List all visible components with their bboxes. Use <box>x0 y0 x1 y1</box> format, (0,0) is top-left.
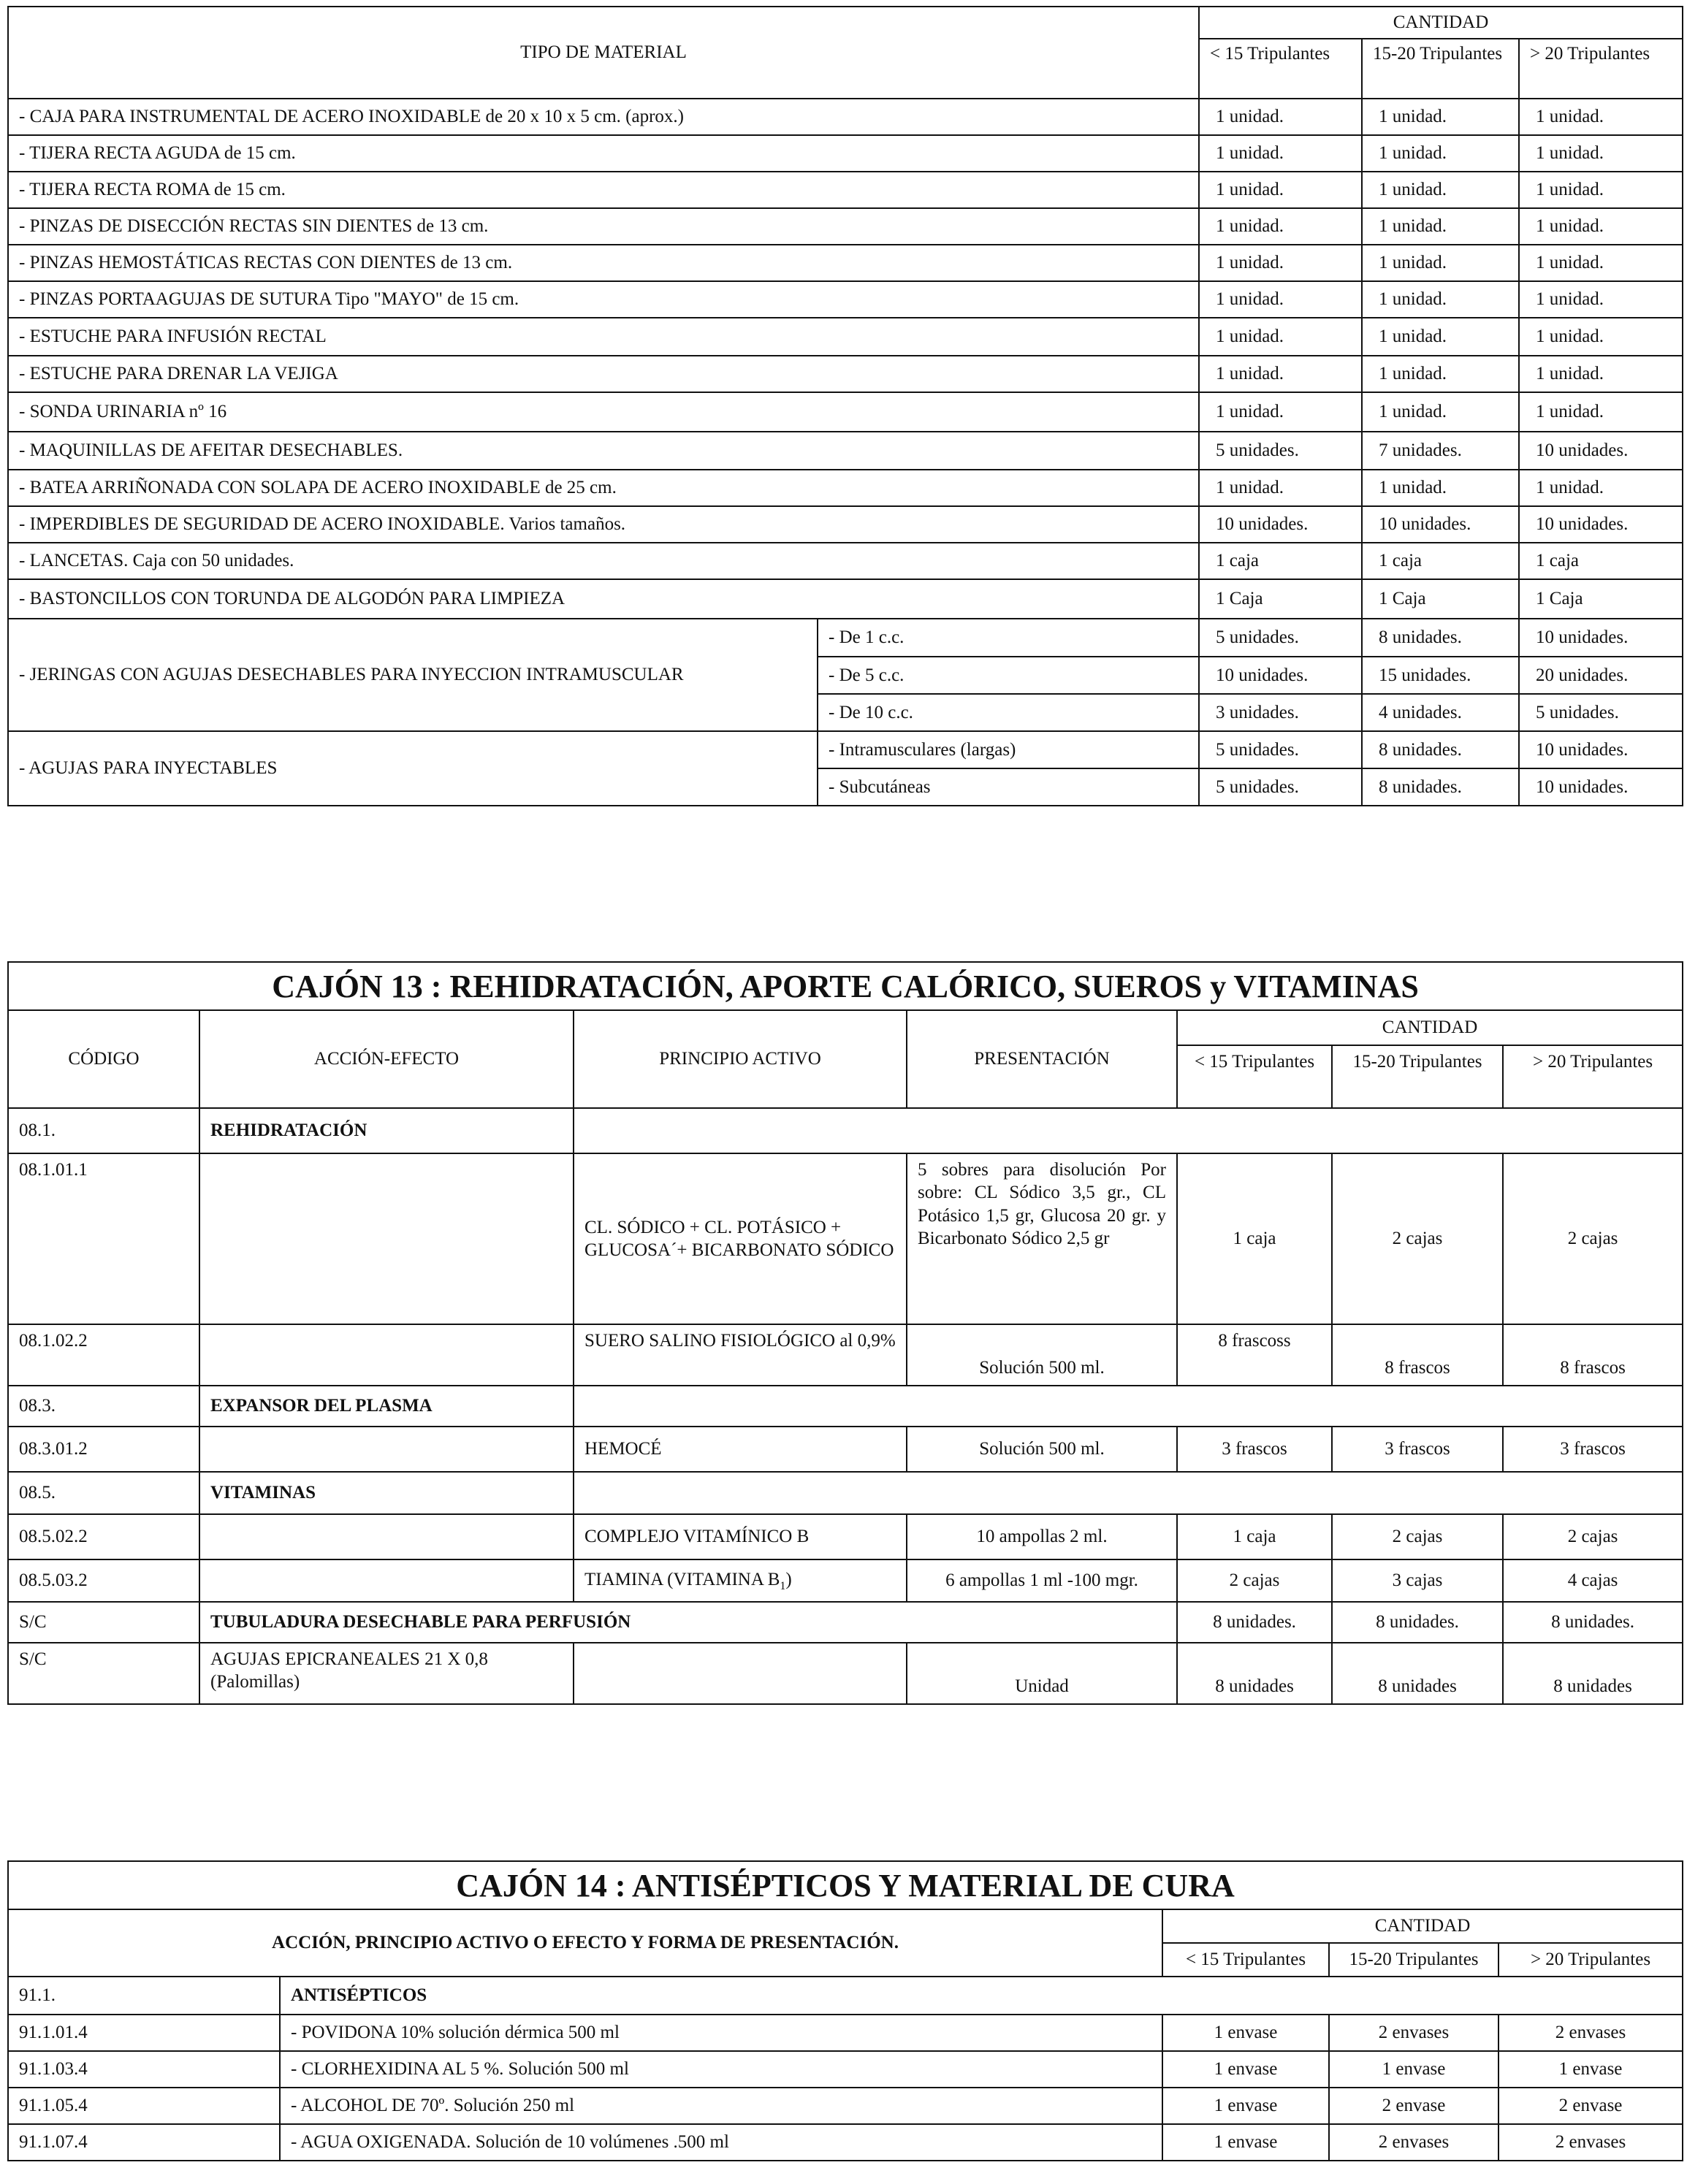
qty-cell: 4 unidades. <box>1362 694 1519 731</box>
qty-cell: 10 unidades. <box>1519 506 1683 543</box>
table-row <box>8 543 1683 579</box>
qty-cell: 1 unidad. <box>1199 99 1362 135</box>
table-row <box>8 2051 1683 2088</box>
material-item: - ESTUCHE PARA DRENAR LA VEJIGA <box>8 356 1199 392</box>
qty-cell: 8 frascos <box>1503 1324 1683 1386</box>
qty-cell: 15 unidades. <box>1362 657 1519 694</box>
qty-cell: 1 unidad. <box>1362 281 1519 318</box>
table-row <box>8 2124 1683 2161</box>
material-item: - BATEA ARRIÑONADA CON SOLAPA DE ACERO INOXIDABLE de 25 cm. <box>8 470 1199 506</box>
qty-cell: 1 unidad. <box>1362 99 1519 135</box>
cajon-13-table <box>7 961 1683 1705</box>
qty-cell: 1 envase <box>1162 2124 1329 2161</box>
table-row <box>8 135 1683 172</box>
empty-cell <box>199 1153 574 1324</box>
header-cantidad: CANTIDAD <box>1199 7 1683 39</box>
agujas-sub: - Subcutáneas <box>818 768 1199 806</box>
qty-cell: 1 unidad. <box>1362 318 1519 356</box>
qty-cell: 1 unidad. <box>1199 208 1362 245</box>
cajon-14-table <box>7 1860 1683 2161</box>
qty-cell: 8 frascos <box>1332 1324 1503 1386</box>
table-row <box>8 208 1683 245</box>
qty-cell: 3 frascos <box>1177 1427 1332 1472</box>
empty-cell <box>574 1643 907 1704</box>
material-item: - PINZAS HEMOSTÁTICAS RECTAS CON DIENTES de 13 cm. <box>8 245 1199 281</box>
row-code: 91.1.01.4 <box>8 2015 280 2051</box>
qty-cell: 1 unidad. <box>1199 172 1362 208</box>
qty-cell: 8 unidades. <box>1362 768 1519 806</box>
qty-cell: 1 envase <box>1162 2051 1329 2088</box>
accion-efecto: AGUJAS EPICRANEALES 21 X 0,8 (Palomillas) <box>199 1643 574 1704</box>
qty-cell: 1 unidad. <box>1199 356 1362 392</box>
qty-cell: 2 envases <box>1329 2124 1499 2161</box>
principio-activo: COMPLEJO VITAMÍNICO B <box>574 1514 907 1559</box>
qty-cell: 1 unidad. <box>1362 470 1519 506</box>
qty-cell: 1 unidad. <box>1362 135 1519 172</box>
material-item: - TIJERA RECTA AGUDA de 15 cm. <box>8 135 1199 172</box>
material-item: - SONDA URINARIA nº 16 <box>8 392 1199 432</box>
qty-cell: 1 unidad. <box>1519 245 1683 281</box>
principio-subscript: 1 <box>780 1579 786 1592</box>
row-code: 08.5.02.2 <box>8 1514 199 1559</box>
presentacion: 5 sobres para disolución Por sobre: CL Sódico 3,5 gr., CL Potásico 1,5 gr, Glucosa 20 gr. y Bicarbonato Sódico 2,5 gr <box>907 1153 1177 1324</box>
jeringas-sub: - De 1 c.c. <box>818 619 1199 657</box>
qty-cell: 7 unidades. <box>1362 432 1519 470</box>
section-label: VITAMINAS <box>199 1472 574 1514</box>
row-description: - AGUA OXIGENADA. Solución de 10 volúmenes .500 ml <box>280 2124 1162 2161</box>
empty-cell <box>574 1386 1683 1427</box>
table-row <box>8 579 1683 619</box>
qty-cell: 1 unidad. <box>1519 318 1683 356</box>
qty-cell: 10 unidades. <box>1519 619 1683 657</box>
qty-cell: 5 unidades. <box>1199 619 1362 657</box>
qty-cell: 1 unidad. <box>1362 356 1519 392</box>
table-row <box>8 506 1683 543</box>
qty-cell: 5 unidades. <box>1199 768 1362 806</box>
table-row <box>8 432 1683 470</box>
qty-cell: 3 unidades. <box>1199 694 1362 731</box>
row-code: 91.1.05.4 <box>8 2088 280 2124</box>
qty-cell: 2 cajas <box>1503 1153 1683 1324</box>
qty-cell: 1 unidad. <box>1519 135 1683 172</box>
table-row <box>8 318 1683 356</box>
qty-cell: 1 envase <box>1499 2051 1683 2088</box>
qty-cell: 1 unidad. <box>1199 470 1362 506</box>
col-15-20: 15-20 Tripulantes <box>1332 1045 1503 1108</box>
qty-cell: 2 cajas <box>1503 1514 1683 1559</box>
row-code: 08.1.01.1 <box>8 1153 199 1324</box>
table-row <box>8 2015 1683 2051</box>
col-gt20: > 20 Tripulantes <box>1519 39 1683 99</box>
qty-cell: 8 unidades. <box>1332 1602 1503 1643</box>
table-row <box>8 281 1683 318</box>
table-row <box>8 392 1683 432</box>
qty-cell: 1 unidad. <box>1519 356 1683 392</box>
qty-cell: 8 unidades. <box>1362 731 1519 768</box>
qty-cell: 8 unidades. <box>1362 619 1519 657</box>
table-row <box>8 2088 1683 2124</box>
row-code: 08.3.01.2 <box>8 1427 199 1472</box>
qty-cell: 2 envases <box>1329 2015 1499 2051</box>
qty-cell: 8 unidades <box>1503 1643 1683 1704</box>
qty-cell: 1 unidad. <box>1199 245 1362 281</box>
presentacion: Unidad <box>907 1643 1177 1704</box>
material-item: - ESTUCHE PARA INFUSIÓN RECTAL <box>8 318 1199 356</box>
row-description: - ALCOHOL DE 70º. Solución 250 ml <box>280 2088 1162 2124</box>
qty-cell: 1 unidad. <box>1362 172 1519 208</box>
col-15-20: 15-20 Tripulantes <box>1329 1943 1499 1977</box>
material-item: - PINZAS PORTAAGUJAS DE SUTURA Tipo "MAYO" de 15 cm. <box>8 281 1199 318</box>
jeringas-sub: - De 10 c.c. <box>818 694 1199 731</box>
qty-cell: 1 envase <box>1329 2051 1499 2088</box>
qty-cell: 1 Caja <box>1199 579 1362 619</box>
table-row <box>8 99 1683 135</box>
row-code: S/C <box>8 1602 199 1643</box>
principio-activo <box>574 1559 907 1602</box>
presentacion: 10 ampollas 2 ml. <box>907 1514 1177 1559</box>
section-label: REHIDRATACIÓN <box>199 1108 574 1153</box>
jeringas-label: - JERINGAS CON AGUJAS DESECHABLES PARA INYECCION INTRAMUSCULAR <box>8 619 818 731</box>
qty-cell: 1 unidad. <box>1519 281 1683 318</box>
qty-cell: 10 unidades. <box>1519 432 1683 470</box>
material-item: - MAQUINILLAS DE AFEITAR DESECHABLES. <box>8 432 1199 470</box>
section-label: EXPANSOR DEL PLASMA <box>199 1386 574 1427</box>
qty-cell: 1 caja <box>1199 543 1362 579</box>
qty-cell: 1 envase <box>1162 2088 1329 2124</box>
qty-cell: 8 frascoss <box>1177 1324 1332 1386</box>
qty-cell: 10 unidades. <box>1519 731 1683 768</box>
qty-cell: 2 envases <box>1499 2015 1683 2051</box>
qty-cell: 10 unidades. <box>1519 768 1683 806</box>
qty-cell: 1 unidad. <box>1199 392 1362 432</box>
qty-cell: 1 Caja <box>1362 579 1519 619</box>
material-table <box>7 6 1683 806</box>
qty-cell: 1 unidad. <box>1199 318 1362 356</box>
qty-cell: 3 frascos <box>1503 1427 1683 1472</box>
qty-cell: 1 unidad. <box>1199 281 1362 318</box>
header-codigo: CÓDIGO <box>8 1010 199 1108</box>
qty-cell: 1 envase <box>1162 2015 1329 2051</box>
qty-cell: 3 cajas <box>1332 1559 1503 1602</box>
col-gt20: > 20 Tripulantes <box>1499 1943 1683 1977</box>
section-code: 08.5. <box>8 1472 199 1514</box>
empty-cell <box>199 1427 574 1472</box>
qty-cell: 5 unidades. <box>1199 432 1362 470</box>
qty-cell: 2 cajas <box>1332 1153 1503 1324</box>
qty-cell: 8 unidades <box>1177 1643 1332 1704</box>
qty-cell: 1 unidad. <box>1519 99 1683 135</box>
qty-cell: 3 frascos <box>1332 1427 1503 1472</box>
qty-cell: 2 envase <box>1329 2088 1499 2124</box>
header-accion-efecto: ACCIÓN-EFECTO <box>199 1010 574 1108</box>
col-gt20: > 20 Tripulantes <box>1503 1045 1683 1108</box>
empty-cell <box>199 1324 574 1386</box>
qty-cell: 1 caja <box>1519 543 1683 579</box>
qty-cell: 1 Caja <box>1519 579 1683 619</box>
col-lt15: < 15 Tripulantes <box>1199 39 1362 99</box>
qty-cell: 10 unidades. <box>1199 657 1362 694</box>
principio-text: TIAMINA (VITAMINA B <box>584 1569 780 1589</box>
qty-cell: 1 caja <box>1177 1153 1332 1324</box>
col-lt15: < 15 Tripulantes <box>1177 1045 1332 1108</box>
material-item: - BASTONCILLOS CON TORUNDA DE ALGODÓN PARA LIMPIEZA <box>8 579 1199 619</box>
material-item: - CAJA PARA INSTRUMENTAL DE ACERO INOXIDABLE de 20 x 10 x 5 cm. (aprox.) <box>8 99 1199 135</box>
qty-cell: 1 unidad. <box>1362 208 1519 245</box>
qty-cell: 5 unidades. <box>1199 731 1362 768</box>
qty-cell: 8 unidades. <box>1503 1602 1683 1643</box>
material-item: - IMPERDIBLES DE SEGURIDAD DE ACERO INOXIDABLE. Varios tamaños. <box>8 506 1199 543</box>
qty-cell: 2 envases <box>1499 2124 1683 2161</box>
empty-cell <box>199 1559 574 1602</box>
row-code: S/C <box>8 1643 199 1704</box>
principio-activo: HEMOCÉ <box>574 1427 907 1472</box>
qty-cell: 1 unidad. <box>1519 470 1683 506</box>
section-code: 91.1. <box>8 1977 280 2015</box>
header-presentacion: PRESENTACIÓN <box>907 1010 1177 1108</box>
header-cantidad: CANTIDAD <box>1162 1909 1683 1943</box>
cajon-13-title: CAJÓN 13 : REHIDRATACIÓN, APORTE CALÓRICO, SUEROS y VITAMINAS <box>8 962 1683 1010</box>
qty-cell: 5 unidades. <box>1519 694 1683 731</box>
principio-activo: SUERO SALINO FISIOLÓGICO al 0,9% <box>574 1324 907 1386</box>
qty-cell: 1 unidad. <box>1199 135 1362 172</box>
qty-cell: 1 unidad. <box>1519 172 1683 208</box>
qty-cell: 10 unidades. <box>1199 506 1362 543</box>
header-cantidad: CANTIDAD <box>1177 1010 1683 1045</box>
principio-close: ) <box>785 1569 792 1589</box>
jeringas-sub: - De 5 c.c. <box>818 657 1199 694</box>
presentacion: Solución 500 ml. <box>907 1427 1177 1472</box>
material-item: - LANCETAS. Caja con 50 unidades. <box>8 543 1199 579</box>
qty-cell: 8 unidades. <box>1177 1602 1332 1643</box>
row-code: 08.1.02.2 <box>8 1324 199 1386</box>
header-accion: ACCIÓN, PRINCIPIO ACTIVO O EFECTO Y FORMA DE PRESENTACIÓN. <box>8 1909 1162 1977</box>
presentacion: Solución 500 ml. <box>907 1324 1177 1386</box>
qty-cell: 10 unidades. <box>1362 506 1519 543</box>
material-item: - TIJERA RECTA ROMA de 15 cm. <box>8 172 1199 208</box>
row-code: 91.1.07.4 <box>8 2124 280 2161</box>
qty-cell: 1 caja <box>1177 1514 1332 1559</box>
table-row <box>8 470 1683 506</box>
row-description: - CLORHEXIDINA AL 5 %. Solución 500 ml <box>280 2051 1162 2088</box>
row-description: - POVIDONA 10% solución dérmica 500 ml <box>280 2015 1162 2051</box>
qty-cell: 2 cajas <box>1177 1559 1332 1602</box>
presentacion: 6 ampollas 1 ml -100 mgr. <box>907 1559 1177 1602</box>
qty-cell: 1 unidad. <box>1362 392 1519 432</box>
section-label: ANTISÉPTICOS <box>280 1977 1683 2015</box>
col-lt15: < 15 Tripulantes <box>1162 1943 1329 1977</box>
row-label: TUBULADURA DESECHABLE PARA PERFUSIÓN <box>199 1602 1177 1643</box>
cajon-14-title: CAJÓN 14 : ANTISÉPTICOS Y MATERIAL DE CURA <box>8 1861 1683 1909</box>
qty-cell: 1 unidad. <box>1519 208 1683 245</box>
col-15-20: 15-20 Tripulantes <box>1362 39 1519 99</box>
qty-cell: 20 unidades. <box>1519 657 1683 694</box>
principio-activo: CL. SÓDICO + CL. POTÁSICO + GLUCOSA´+ BICARBONATO SÓDICO <box>574 1153 907 1324</box>
qty-cell: 1 unidad. <box>1519 392 1683 432</box>
qty-cell: 2 envase <box>1499 2088 1683 2124</box>
agujas-sub: - Intramusculares (largas) <box>818 731 1199 768</box>
qty-cell: 4 cajas <box>1503 1559 1683 1602</box>
empty-cell <box>199 1514 574 1559</box>
empty-cell <box>574 1108 1683 1153</box>
section-code: 08.1. <box>8 1108 199 1153</box>
agujas-label: - AGUJAS PARA INYECTABLES <box>8 731 818 806</box>
empty-cell <box>574 1472 1683 1514</box>
table-row <box>8 245 1683 281</box>
header-tipo-material: TIPO DE MATERIAL <box>8 7 1199 99</box>
row-code: 91.1.03.4 <box>8 2051 280 2088</box>
qty-cell: 1 unidad. <box>1362 245 1519 281</box>
qty-cell: 2 cajas <box>1332 1514 1503 1559</box>
material-item: - PINZAS DE DISECCIÓN RECTAS SIN DIENTES de 13 cm. <box>8 208 1199 245</box>
section-code: 08.3. <box>8 1386 199 1427</box>
header-principio-activo: PRINCIPIO ACTIVO <box>574 1010 907 1108</box>
row-code: 08.5.03.2 <box>8 1559 199 1602</box>
table-row <box>8 356 1683 392</box>
qty-cell: 8 unidades <box>1332 1643 1503 1704</box>
table-row <box>8 172 1683 208</box>
qty-cell: 1 caja <box>1362 543 1519 579</box>
